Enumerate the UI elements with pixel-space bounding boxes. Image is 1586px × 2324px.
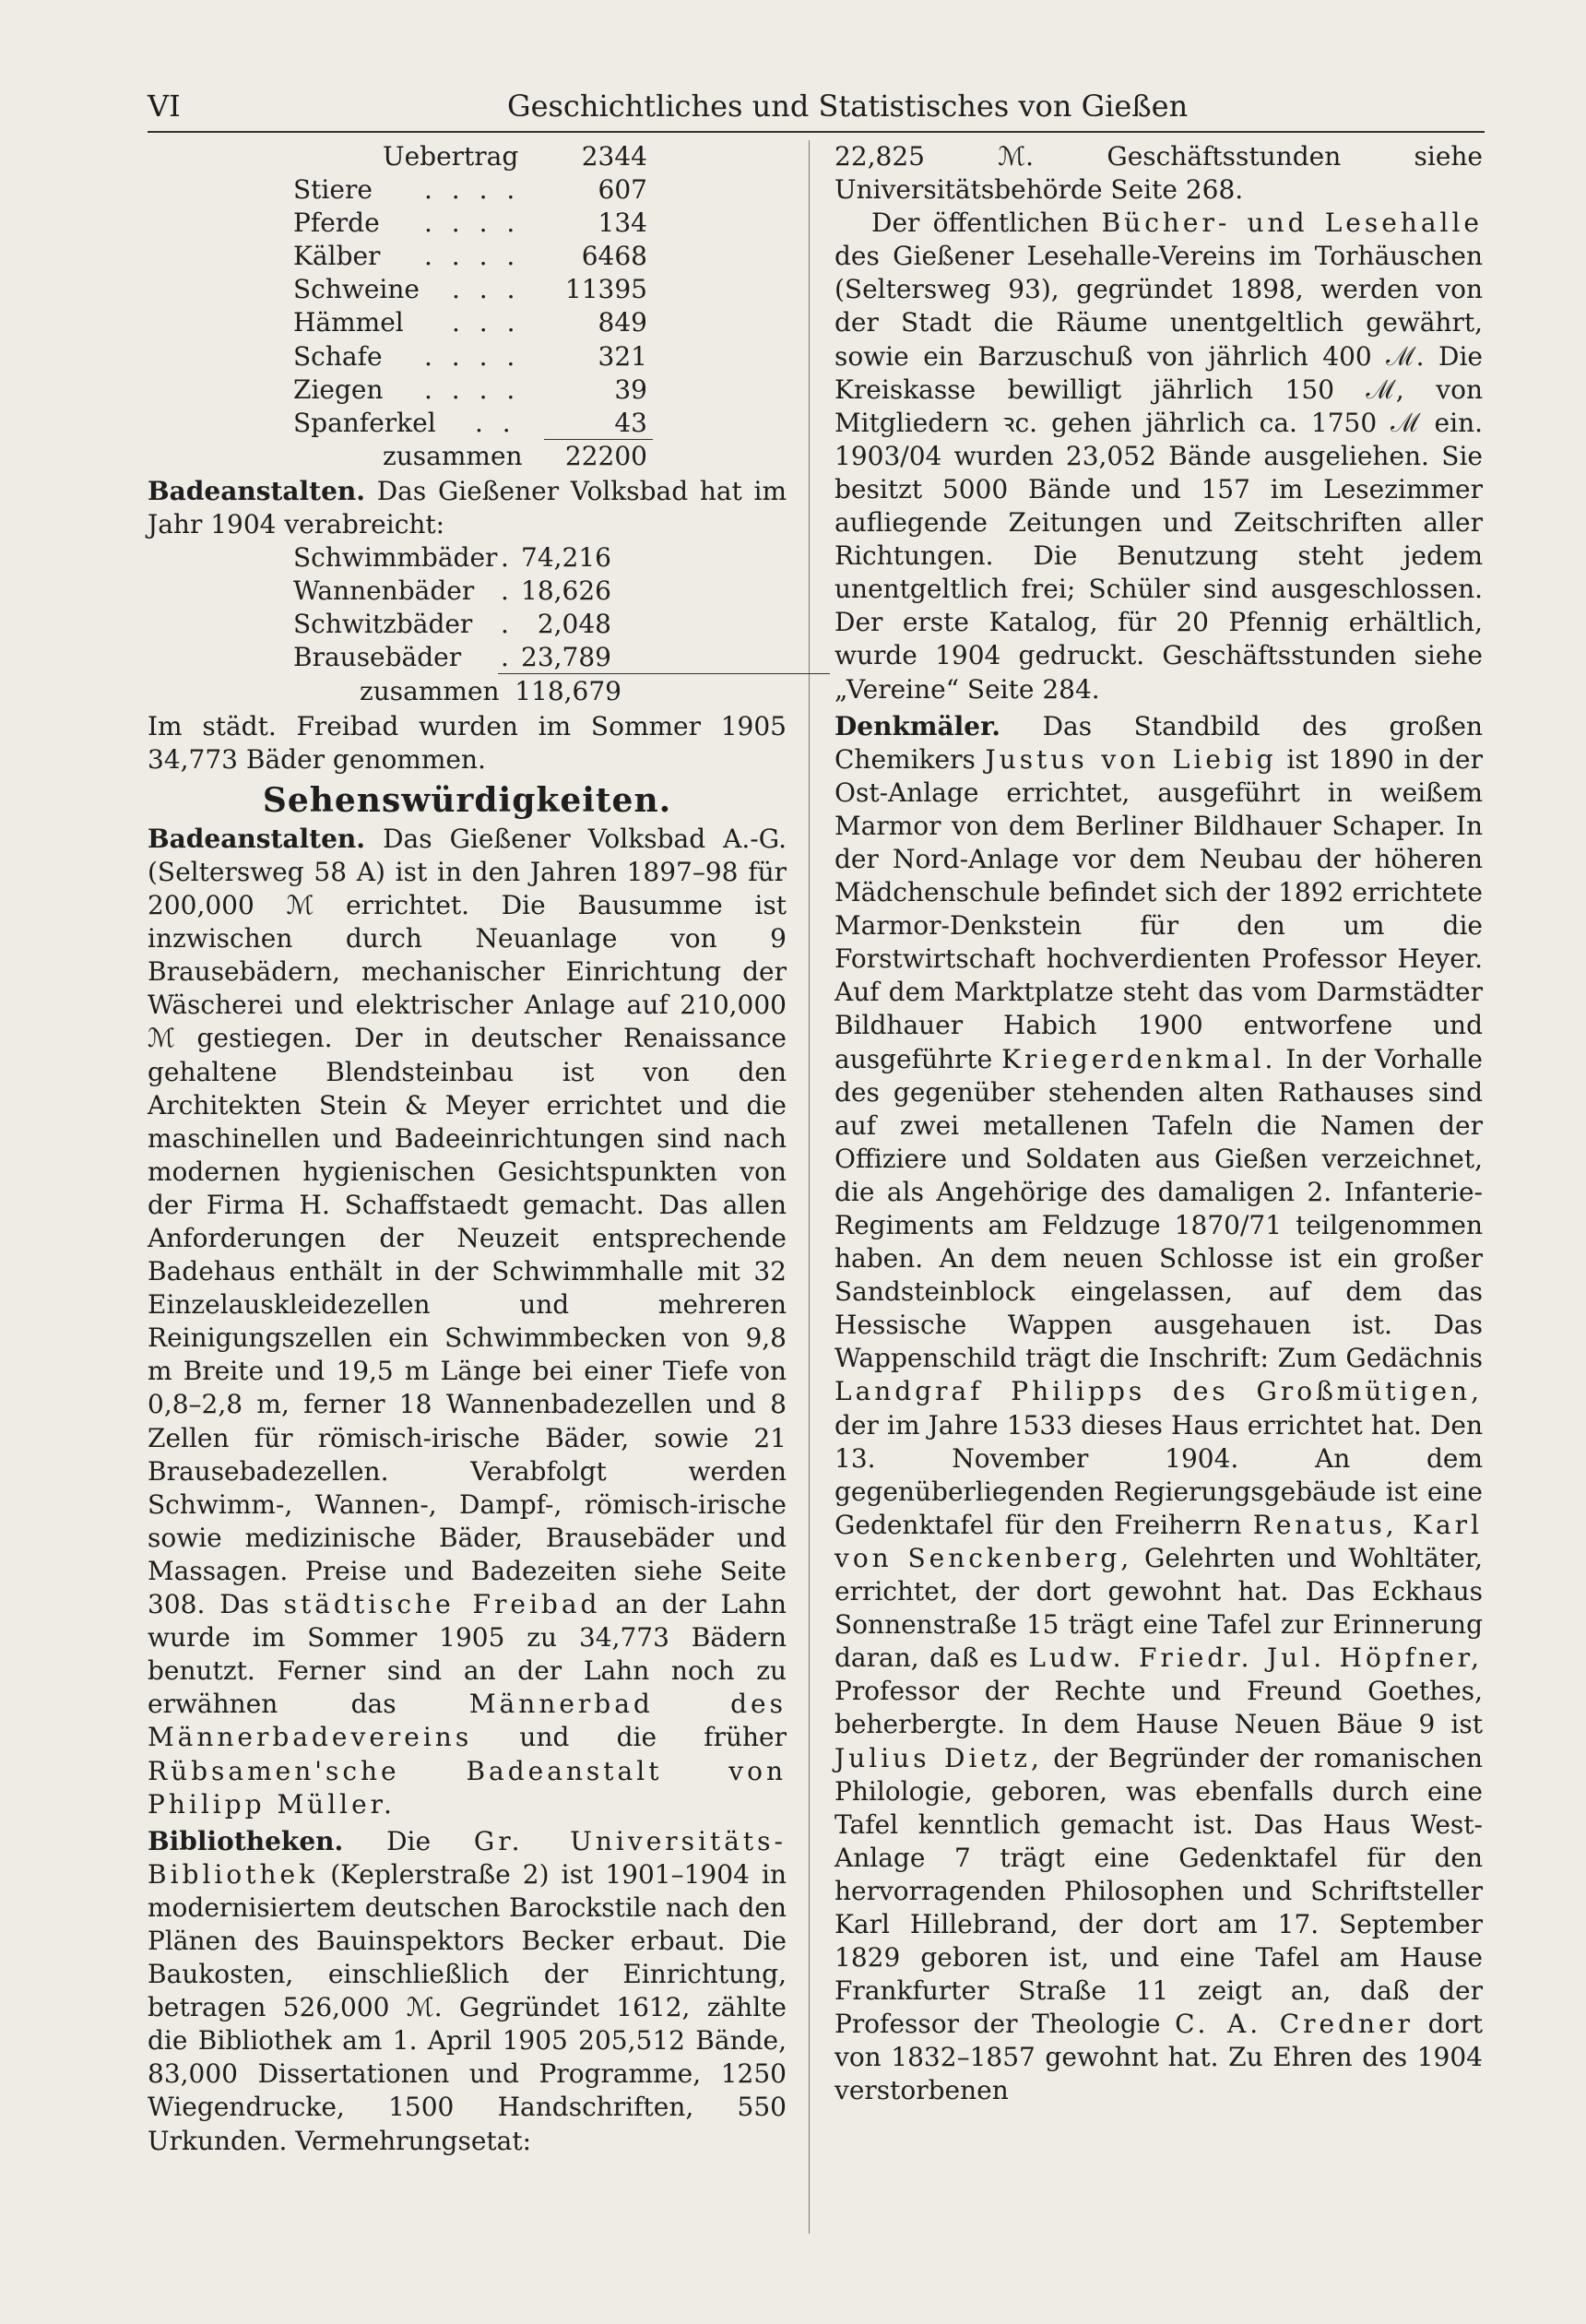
- baths-heading: Badeanstalten.: [148, 475, 366, 506]
- table-row: [148, 173, 787, 207]
- bibliotheken-paragraph: [148, 1825, 787, 2158]
- baths-table: [148, 541, 787, 707]
- hoepfner-spaced: Ludw. Friedr. Jul. Höpfner,: [1028, 1642, 1483, 1674]
- page-header: [148, 85, 1485, 133]
- row-label: Wannenbäder: [293, 575, 475, 607]
- row-dots: .: [501, 609, 515, 640]
- denkmaeler-text-8: dort von 1832–1857 gewohnt hat. Zu Ehren des 1904 verstorbenen: [834, 2009, 1483, 2106]
- row-dots: . .: [475, 407, 516, 438]
- total-value: 22200: [564, 440, 647, 471]
- row-value: 18,626: [521, 575, 611, 607]
- table-row: [148, 541, 787, 575]
- row-value: 2,048: [537, 609, 611, 640]
- left-column: [148, 140, 787, 2158]
- table-row: [148, 306, 787, 339]
- univ-bib-spaced: Gr. Universitäts-Bibliothek: [148, 1825, 787, 1890]
- lesehalle-spaced: Bücher- und Lesehalle: [1101, 208, 1484, 239]
- row-label: Stiere: [293, 174, 373, 206]
- bibliotheken-text-1: Die: [386, 1825, 432, 1856]
- denkmaeler-paragraph: [834, 710, 1483, 2108]
- baths-intro-text: Das Gießener Volksbad hat im Jahr 1904 verabreicht:: [148, 475, 787, 540]
- row-dots: .: [501, 642, 515, 673]
- carry-over-row: [148, 140, 787, 173]
- row-label: Schwimmbäder: [293, 542, 498, 574]
- row-value: 43: [614, 407, 647, 438]
- denkmaeler-heading: Denkmäler.: [834, 710, 1001, 741]
- row-label: Kälber: [293, 241, 381, 272]
- denkmaeler-text-7: der Begründer der romanischen Philologie, geboren, was ebenfalls durch eine Tafel kenntlich gemacht ist. Das Haus West-Anlage 7 trägt eine Gedenktafel für den hervorragenden Philosophen und Schriftsteller Karl Hillebrand, der dort am 17. September 1829 geboren ist, und eine Tafel am Hause Frankfurter Straße 11 zeigt an, daß der Professor der Theologie: [834, 1742, 1483, 2040]
- baths-intro: [148, 475, 787, 541]
- table-row: [148, 641, 787, 674]
- row-label: Schweine: [293, 274, 420, 305]
- row-label: Pferde: [293, 208, 380, 239]
- carry-over-label: Uebertrag: [383, 141, 519, 172]
- row-label: Schafe: [293, 340, 383, 372]
- page-number: VI: [148, 89, 181, 124]
- library-continuation: 22,825 ℳ. Geschäftsstunden siehe Universitätsbehörde Seite 268.: [834, 141, 1483, 206]
- row-value: 39: [614, 374, 647, 405]
- running-title: Geschichtliches und Statistisches von Gießen: [507, 89, 1189, 124]
- row-value: 849: [598, 307, 647, 338]
- row-dots: . . . .: [424, 374, 521, 405]
- table-row: [148, 575, 787, 608]
- maennerbad-spaced: Männerbad des Männerbadevereins: [148, 1689, 787, 1753]
- livestock-table: [148, 140, 787, 473]
- row-label: Brausebäder: [293, 642, 462, 673]
- credner-spaced: C. A. Credner: [1175, 2009, 1414, 2040]
- table-row: [148, 240, 787, 273]
- table-row: [148, 273, 787, 306]
- senckenberg-spaced: Renatus, Karl von Senckenberg,: [834, 1509, 1483, 1573]
- total-row: [148, 440, 787, 473]
- lesehalle-text-a: Der öffentlichen: [871, 208, 1089, 239]
- row-dots: . . .: [452, 307, 521, 338]
- row-dots: . . . .: [424, 208, 521, 239]
- lesehalle-text-b: des Gießener Lesehalle-Vereins im Torhäuschen (Seltersweg 93), gegründet 1898, werden von der Stadt die Räume unentgeltlich gewährt, sowie ein Barzuschuß von jährlich 400 ℳ. Die Kreiskasse bewilligt jährlich 150 ℳ, von Mitgliedern ꝛc. gehen jährlich ca. 1750 ℳ ein. 1903/04 wurden 23,052 Bände ausgeliehen. Sie besitzt 5000 Bände und 157 im Lesezimmer aufliegende Zeitungen und Zeitschriften aller Richtungen. Die Benutzung steht jedem unentgeltlich frei; Schüler sind ausgeschlossen. Der erste Katalog, für 20 Pfennig erhältlich, wurde 1904 gedruckt. Geschäftsstunden siehe „Vereine“ Seite 284.: [834, 241, 1483, 705]
- denkmaeler-text-6: Professor der Rechte und Freund Goethes, beherbergte. In dem Hause Neuen Bäue 9 ist: [834, 1676, 1483, 1740]
- row-value: 607: [598, 174, 647, 206]
- row-label: Ziegen: [293, 374, 384, 405]
- krieger-spaced: Kriegerdenkmal.: [1001, 1043, 1277, 1074]
- row-label: Schwitzbäder: [293, 609, 473, 640]
- row-dots: . . . .: [424, 241, 521, 272]
- philipp-spaced: Landgraf Philipps des Großmütigen,: [834, 1376, 1483, 1407]
- ruebsamen-spaced: Rübsamen'sche Badeanstalt von Philipp Müller.: [148, 1755, 787, 1820]
- row-dots: . . .: [452, 274, 521, 305]
- row-value: 321: [598, 340, 647, 372]
- row-value: 74,216: [521, 542, 611, 574]
- row-dots: .: [501, 542, 515, 574]
- carry-over-value: 2344: [581, 141, 647, 172]
- table-row: [148, 374, 787, 407]
- total-label: zusammen: [360, 675, 500, 706]
- row-dots: . . . .: [424, 174, 521, 206]
- freibad-note: Im städt. Freibad wurden im Sommer 1905 34,773 Bäder genommen.: [148, 710, 787, 775]
- liebig-spaced: Justus von Liebig: [985, 743, 1277, 775]
- row-dots: .: [501, 575, 515, 607]
- total-value: 118,679: [515, 675, 621, 706]
- total-row: [148, 675, 787, 708]
- total-label: zusammen: [383, 440, 523, 471]
- denkmaeler-text-5: Gelehrten und Wohltäter, errichtet, der dort gewohnt hat. Das Eckhaus Sonnenstraße 15 trägt eine Tafel zur Erinnerung daran, daß es: [834, 1542, 1483, 1674]
- denkmaeler-text-3: In der Vorhalle des gegenüber stehenden alten Rathauses sind auf zwei metallenen Tafeln die Namen der Offiziere und Soldaten aus Gießen verzeichnet, die als Angehörige des damaligen 2. Infanterie-Regiments am Feldzuge 1870/71 teilgenommen haben. An dem neuen Schlosse ist ein großer Sandsteinblock eingelassen, auf dem das Hessische Wappen ausgehauen ist. Das Wappenschild trägt die Inschrift: Zum Gedächnis: [834, 1043, 1483, 1374]
- freibad-spaced: städtische Freibad: [283, 1589, 601, 1620]
- row-value: 23,789: [521, 642, 611, 673]
- badeanstalten-text-2: an der Lahn wurde im Sommer 1905 zu 34,773 Bädern benutzt. Ferner sind an der Lahn noch zu erwähnen das: [148, 1589, 787, 1720]
- row-value: 134: [598, 208, 647, 239]
- badeanstalten-text: Das Gießener Volksbad A.-G. (Seltersweg 58 A) ist in den Jahren 1897–98 für 200,000 ℳ errichtet. Die Bausumme ist inzwischen durch Neuanlage von 9 Brausebädern, mechanischer Einrichtung der Wäscherei und elektrischer Anlage auf 210,000 ℳ gestiegen. Der in deutscher Renaissance gehaltene Blendsteinbau ist von den Architekten Stein & Meyer errichtet und die maschinellen und Badeeinrichtungen sind nach modernen hygienischen Gesichtspunkten von der Firma H. Schaffstaedt gemacht. Das allen Anforderungen der Neuzeit entsprechende Badehaus enthält in der Schwimmhalle mit 32 Einzelauskleidezellen und mehreren Reinigungszellen ein Schwimmbecken von 9,8 m Breite und 19,5 m Länge bei einer Tiefe von 0,8–2,8 m, ferner 18 Wannenbadezellen und 8 Zellen für römisch-irische Bäder, sowie 21 Brausebadezellen. Verabfolgt werden Schwimm-, Wannen-, Dampf-, römisch-irische sowie medizinische Bäder, Brausebäder und Massagen. Preise und Badezeiten siehe Seite 308. Das: [148, 823, 787, 1620]
- table-row: [148, 207, 787, 240]
- lesehalle-paragraph: [834, 207, 1483, 706]
- badeanstalten-heading: Badeanstalten.: [148, 823, 366, 854]
- denkmaeler-text-4: der im Jahre 1533 dieses Haus errichtet hat. Den 13. November 1904. An dem gegenüberliegenden Regierungsgebäude ist eine Gedenktafel für den Freiherrn: [834, 1409, 1483, 1540]
- row-label: Hämmel: [293, 307, 404, 338]
- section-title: Sehenswürdigkeiten.: [262, 780, 672, 820]
- bibliotheken-text-2: (Keplerstraße 2) ist 1901–1904 in modernisiertem deutschen Barockstile nach den Plänen des Bauinspektors Becker erbaut. Die Baukosten, einschließlich der Einrichtung, betragen 526,000 ℳ. Gegründet 1612, zählte die Bibliothek am 1. April 1905 205,512 Bände, 83,000 Dissertationen und Programme, 1250 Wiegendrucke, 1500 Handschriften, 550 Urkunden. Vermehrungsetat:: [148, 1858, 787, 2156]
- table-row: [148, 340, 787, 374]
- badeanstalten-paragraph: [148, 823, 787, 1821]
- table-row: [148, 608, 787, 641]
- dietz-spaced: Julius Dietz,: [834, 1742, 1043, 1773]
- row-label: Spanferkel: [293, 407, 436, 438]
- bibliotheken-heading: Bibliotheken.: [148, 1825, 344, 1856]
- denkmaeler-text-2: ist 1890 in der Ost-Anlage errichtet, ausgeführt in weißem Marmor von dem Berliner Bildhauer Schaper. In der Nord-Anlage vor dem Neubau der höheren Mädchenschule befindet sich der 1892 errichtete Marmor-Denkstein für den um die Forstwirtschaft hochverdienten Professor Heyer. Auf dem Marktplatze steht das vom Darmstädter Bildhauer Habich 1900 entworfene und ausgeführte: [834, 743, 1484, 1074]
- row-value: 6468: [581, 241, 647, 272]
- right-column: [834, 140, 1483, 2108]
- row-value: 11395: [564, 274, 647, 305]
- denkmaeler-text-1: Das Standbild des großen Chemikers: [834, 710, 1483, 775]
- column-divider: [809, 140, 810, 2234]
- row-dots: . . . .: [424, 340, 521, 372]
- badeanstalten-text-3: und die früher: [519, 1722, 787, 1753]
- table-row: [148, 407, 787, 440]
